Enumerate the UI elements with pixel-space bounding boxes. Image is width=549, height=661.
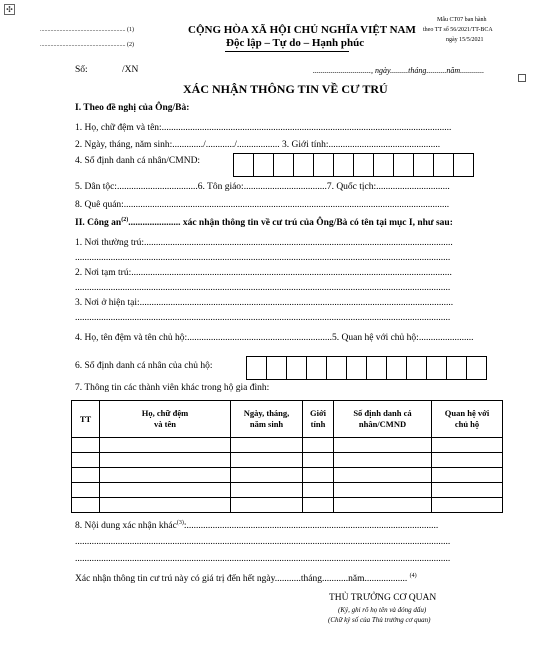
table-row[interactable] [72,438,503,453]
number-label: Số: [75,65,88,75]
form-code-1: Mẫu CT07 ban hành [437,17,487,23]
other-confirmation-field[interactable]: 8. Nội dung xác nhận khác$^{(3)}$:.......................................................................................................... [75,520,439,532]
form-code-3: ngày 15/5/2021 [446,37,484,43]
number-suffix: /XN [122,65,139,75]
current-residence-field[interactable]: 3. Nơi ở hiện tại:.................................................................................................................................... [75,298,454,308]
id-number-boxes[interactable] [234,153,474,177]
col-header-tt: TT [72,401,100,438]
document-title: XÁC NHẬN THÔNG TIN VỀ CƯ TRÚ [183,82,388,96]
checkbox-icon [518,74,526,82]
table-row[interactable] [72,468,503,483]
issuer-line-2: ......................................................... (2) [40,42,134,48]
col-header-name: Họ, chữ đệm và tên [100,401,231,438]
other-confirmation-line-3[interactable]: .............................................................................................................................................................. [75,554,451,564]
hometown-field[interactable]: 8. Quê quán:......................................................................................................................................... [75,200,450,210]
section-1-heading: I. Theo đề nghị của Ông/Bà: [75,103,190,113]
form-code-2: theo TT số 56/2021/TT-BCA [423,27,493,33]
household-head-field[interactable]: 4. Họ, tên đệm và tên chủ hộ:.............................................................5. Quan hệ với chủ hộ:....................... [75,333,474,343]
table-row[interactable] [72,498,503,513]
permanent-residence-line-2[interactable]: .............................................................................................................................................................. [75,253,451,263]
temporary-residence-line-2[interactable]: .............................................................................................................................................................. [75,283,451,293]
ethnic-religion-nationality-field[interactable]: 5. Dân tộc:..................................6. Tôn giáo:...................................7. Quốc tịch:............................... [75,182,450,192]
table-header-row [72,401,503,438]
head-id-label: 6. Số định danh cá nhân của chủ hộ: [75,361,213,371]
date-line: ............................., ngày.........tháng..........năm............ [313,66,485,75]
head-id-number-boxes[interactable] [247,356,487,380]
signature-note-1: (Ký, ghi rõ họ tên và đóng dấu) [338,606,427,614]
col-header-id: Số định danh cá nhân/CMND [334,401,432,438]
table-row[interactable] [72,453,503,468]
temporary-residence-field[interactable]: 2. Nơi tạm trú:....................................................................................................................................... [75,268,452,278]
permanent-residence-field[interactable]: 1. Nơi thường trú:.................................................................................................................................. [75,238,453,248]
motto-underline [225,51,349,52]
id-label: 4. Số định danh cá nhân/CMND: [75,156,201,166]
members-label: 7. Thông tin các thành viên khác trong hộ gia đình: [75,383,270,393]
move-handle-icon[interactable]: ✣ [4,4,15,15]
issuer-line-1: ......................................................... (1) [40,27,134,33]
full-name-field[interactable]: 1. Họ, chữ đệm và tên:.......................................................................................................................... [75,123,452,133]
section-2-heading: II. Công $an^{(2)}$...................... xác nhận thông tin về cư trú của Ông/Bà có tên tại mục I, như sau: [75,217,453,229]
motto: Độc lập – Tự do – Hạnh phúc [226,37,365,49]
col-header-dob: Ngày, tháng, năm sinh [231,401,303,438]
household-members-table [71,400,503,513]
col-header-relation: Quan hệ với chủ hộ [432,401,503,438]
signature-title: THỦ TRƯỞNG CƠ QUAN [329,593,437,603]
table-row[interactable] [72,483,503,498]
other-confirmation-line-2[interactable]: .............................................................................................................................................................. [75,537,451,547]
validity-field[interactable]: Xác nhận thông tin cư trú này có giá trị đến hết ngày...........tháng...........năm.................. $^{(4)}$ [75,573,417,585]
national-title: CỘNG HÒA XÃ HỘI CHỦ NGHĨA VIỆT NAM [188,24,416,36]
current-residence-line-2[interactable]: .............................................................................................................................................................. [75,313,451,323]
signature-note-2: (Chữ ký số của Thủ trưởng cơ quan) [328,616,431,624]
dob-gender-field[interactable]: 2. Ngày, tháng, năm sinh:............./............/.................. 3. Giới tính:............................................... [75,140,441,150]
col-header-gender: Giới tính [303,401,334,438]
